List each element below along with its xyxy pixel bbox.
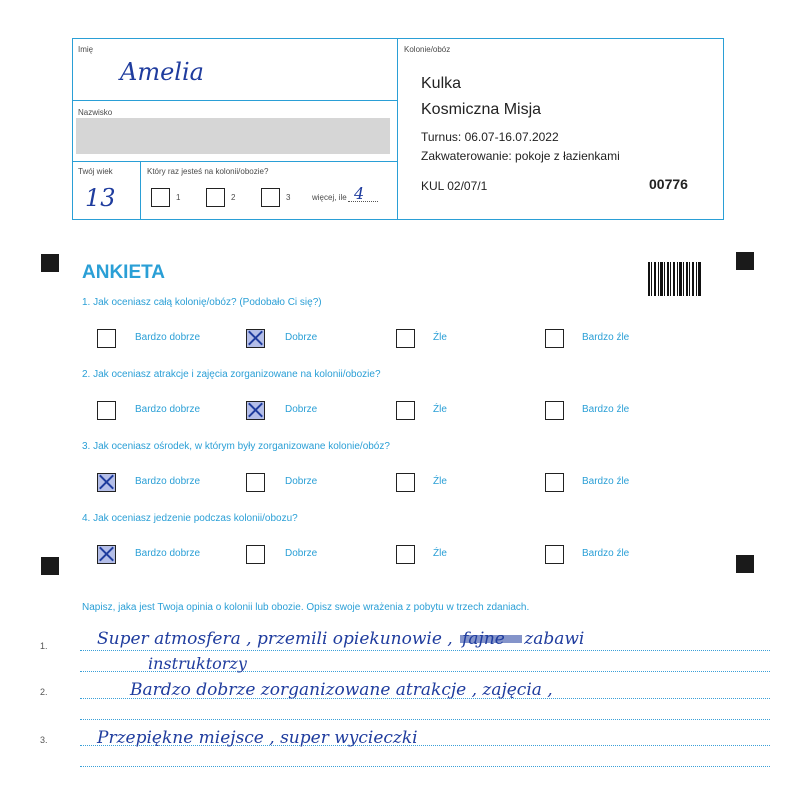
header-divider [397, 38, 398, 219]
registration-mark [41, 557, 59, 575]
kolonia-name: Kulka [421, 75, 462, 92]
q4-option-4-checkbox[interactable] [545, 545, 564, 564]
header-row-divider [72, 161, 397, 162]
handwritten-line-1b[interactable]: instruktorzy [148, 654, 247, 673]
q2-option-2-checkbox[interactable] [246, 401, 265, 420]
zakwaterowanie: Zakwaterowanie: pokoje z łazienkami [421, 149, 620, 163]
form-number: 00776 [649, 176, 688, 192]
wiecej-value[interactable]: 4 [354, 184, 365, 203]
q1-option-2-label: Dobrze [285, 332, 318, 343]
nazwisko-label: Nazwisko [78, 108, 113, 117]
q1-option-4-checkbox[interactable] [545, 329, 564, 348]
check-mark [98, 546, 115, 563]
q2-option-4-label: Bardzo źle [582, 404, 630, 415]
q4-option-1-checkbox[interactable] [97, 545, 116, 564]
q1-option-1-checkbox[interactable] [97, 329, 116, 348]
imie-value[interactable]: Amelia [120, 58, 204, 86]
redacted-surname [76, 118, 390, 154]
check-mark [247, 330, 264, 347]
registration-mark [41, 254, 59, 272]
ktory-raz-label: Który raz jesteś na kolonii/obozie? [147, 167, 269, 176]
visit-option-2-checkbox[interactable] [206, 188, 225, 207]
answer-line [80, 650, 770, 651]
handwritten-line-1-text: Super atmosfera , przemili opiekunowie , [97, 629, 453, 649]
q3-option-3-checkbox[interactable] [396, 473, 415, 492]
handwritten-line-1[interactable] [97, 629, 584, 649]
header-col-divider [140, 161, 141, 219]
q4-option-4-label: Bardzo źle [582, 548, 630, 559]
q2-option-1-label: Bardzo dobrze [135, 404, 201, 415]
check-mark [247, 402, 264, 419]
check-mark [98, 474, 115, 491]
line-number-3: 3. [40, 735, 48, 745]
q2-option-3-label: Źle [433, 404, 447, 415]
q3-option-4-checkbox[interactable] [545, 473, 564, 492]
q3-option-3-label: Źle [433, 476, 447, 487]
handwritten-line-2[interactable]: Bardzo dobrze zorganizowane atrakcje , zajęcia , [130, 680, 553, 700]
visit-option-2-label: 2 [231, 193, 236, 202]
q4-option-3-label: Źle [433, 548, 447, 559]
barcode [648, 262, 702, 296]
survey-title: ANKIETA [82, 262, 166, 283]
q2-option-1-checkbox[interactable] [97, 401, 116, 420]
question-1-text: 1. Jak oceniasz całą kolonię/obóz? (Podobało Ci się?) [82, 297, 322, 308]
q3-option-2-label: Dobrze [285, 476, 318, 487]
q1-option-2-checkbox[interactable] [246, 329, 265, 348]
q4-option-2-checkbox[interactable] [246, 545, 265, 564]
q1-option-4-label: Bardzo źle [582, 332, 630, 343]
q4-option-3-checkbox[interactable] [396, 545, 415, 564]
visit-option-3-checkbox[interactable] [261, 188, 280, 207]
question-2-text: 2. Jak oceniasz atrakcje i zajęcia zorganizowane na kolonii/obozie? [82, 369, 381, 380]
header-row-divider [72, 100, 397, 101]
q2-option-4-checkbox[interactable] [545, 401, 564, 420]
q4-option-1-label: Bardzo dobrze [135, 548, 201, 559]
wiek-value[interactable]: 13 [85, 184, 116, 212]
q3-option-4-label: Bardzo źle [582, 476, 630, 487]
question-4-text: 4. Jak oceniasz jedzenie podczas kolonii/obozu? [82, 513, 298, 524]
handwritten-line-1-end: zabawi [524, 629, 585, 649]
q3-option-2-checkbox[interactable] [246, 473, 265, 492]
turnus: Turnus: 06.07-16.07.2022 [421, 130, 559, 144]
registration-mark [736, 555, 754, 573]
wiek-label: Twój wiek [78, 167, 113, 176]
answer-line [80, 766, 770, 767]
visit-option-1-checkbox[interactable] [151, 188, 170, 207]
registration-mark [736, 252, 754, 270]
imie-label: Imię [78, 45, 94, 54]
question-3-text: 3. Jak oceniasz ośrodek, w którym były zorganizowane kolonie/obóz? [82, 441, 390, 452]
q2-option-2-label: Dobrze [285, 404, 318, 415]
visit-option-3-label: 3 [286, 193, 291, 202]
q3-option-1-checkbox[interactable] [97, 473, 116, 492]
q1-option-3-label: Źle [433, 332, 447, 343]
visit-option-1-label: 1 [176, 193, 181, 202]
kolonia-label: Kolonie/obóz [404, 45, 451, 54]
opinion-prompt: Napisz, jaka jest Twoja opinia o kolonii lub obozie. Opisz swoje wrażenia z pobytu w trzech zdaniach. [82, 602, 530, 613]
handwritten-line-3[interactable]: Przepiękne miejsce , super wycieczki [97, 728, 418, 748]
line-number-2: 2. [40, 687, 48, 697]
q4-option-2-label: Dobrze [285, 548, 318, 559]
q3-option-1-label: Bardzo dobrze [135, 476, 201, 487]
kod: KUL 02/07/1 [421, 179, 488, 193]
wiecej-label: więcej, ile [312, 193, 347, 202]
q1-option-1-label: Bardzo dobrze [135, 332, 201, 343]
kolonia-subtitle: Kosmiczna Misja [421, 101, 542, 118]
line-number-1: 1. [40, 641, 48, 651]
struck-word [462, 629, 505, 649]
answer-line [80, 719, 770, 720]
q2-option-3-checkbox[interactable] [396, 401, 415, 420]
q1-option-3-checkbox[interactable] [396, 329, 415, 348]
